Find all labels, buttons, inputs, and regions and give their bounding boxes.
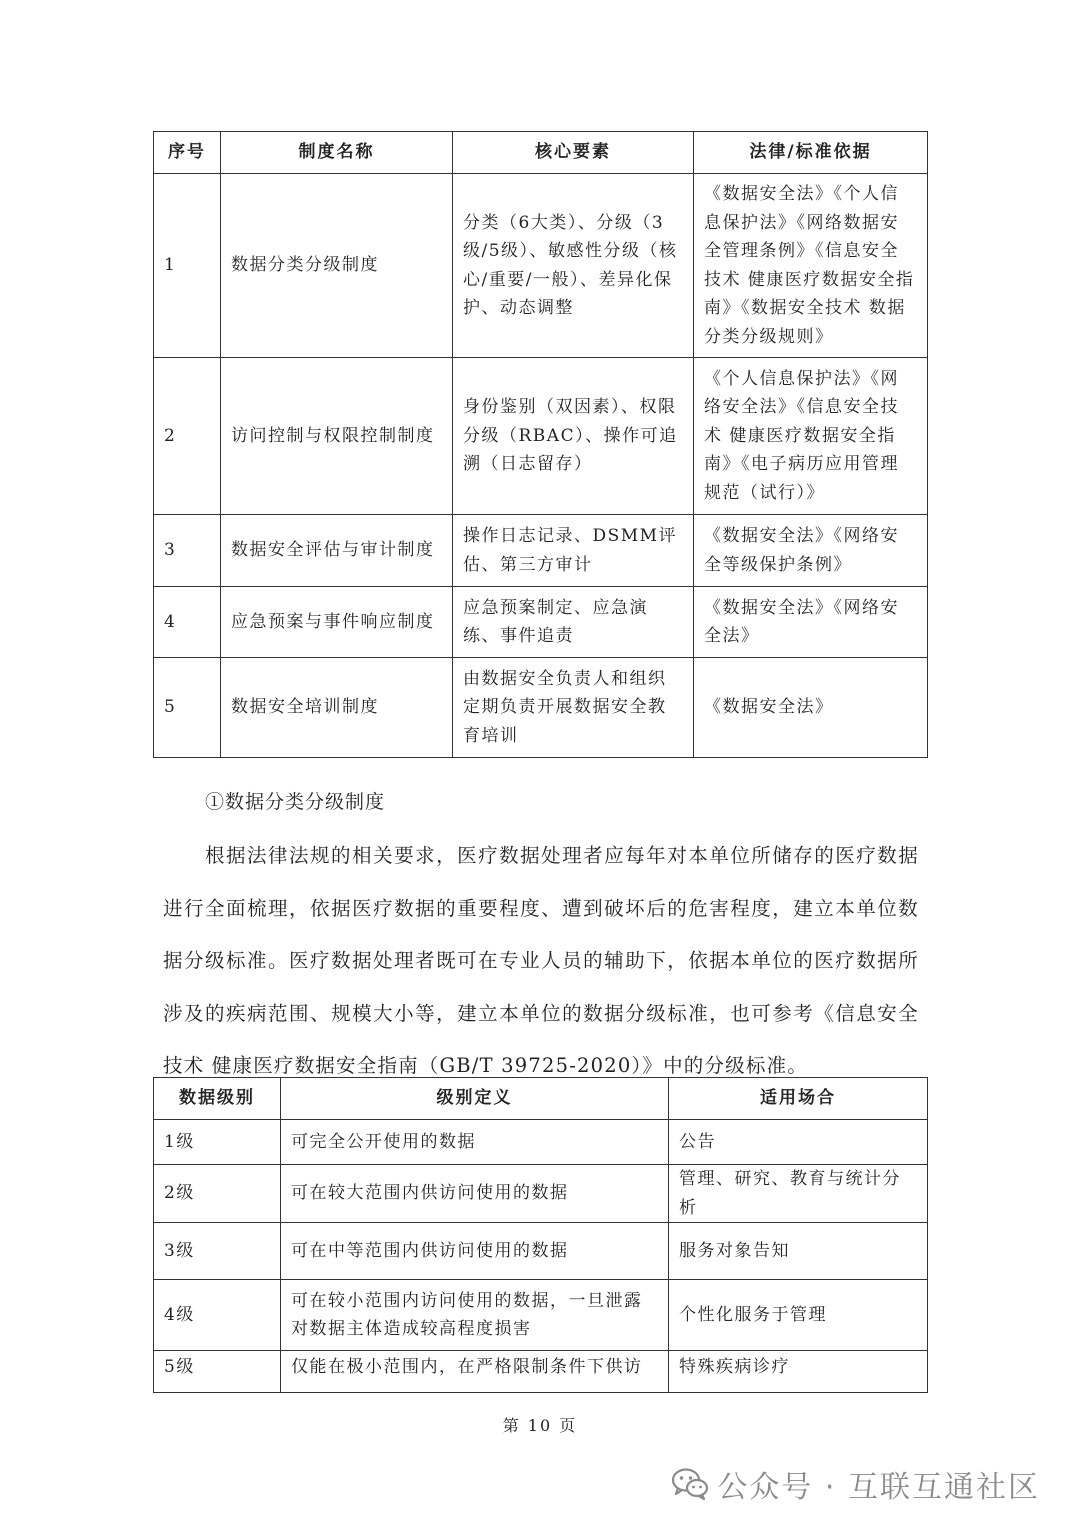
table-header-row (154, 1078, 928, 1120)
header-applicable-scenario: 适用场合 (669, 1078, 928, 1120)
policy-name: 数据分类分级制度 (221, 174, 453, 358)
data-level: 2级 (154, 1165, 281, 1223)
data-level: 3级 (154, 1223, 281, 1280)
data-level-table (153, 1077, 928, 1393)
row-number: 4 (154, 587, 221, 658)
data-level: 1级 (154, 1120, 281, 1165)
legal-basis: 《数据安全法》《个人信息保护法》《网络数据安全管理条例》《信息安全技术 健康医疗数据安全指南》《数据安全技术 数据分类分级规则》 (694, 174, 928, 358)
core-elements: 身份鉴别（双因素）、权限分级（RBAC）、操作可追溯（日志留存） (453, 358, 694, 515)
row-number: 5 (154, 658, 221, 758)
legal-basis: 《数据安全法》 (694, 658, 928, 758)
table-row (154, 658, 928, 758)
table-row (154, 1280, 928, 1351)
header-level-definition: 级别定义 (281, 1078, 669, 1120)
table-row (154, 1165, 928, 1223)
row-number: 3 (154, 515, 221, 587)
table-row (154, 515, 928, 587)
applicable-scenario: 个性化服务于管理 (669, 1280, 928, 1351)
level-definition: 可在较小范围内访问使用的数据，一旦泄露对数据主体造成较高程度损害 (281, 1280, 669, 1351)
level-definition: 可完全公开使用的数据 (281, 1120, 669, 1165)
policy-name: 数据安全培训制度 (221, 658, 453, 758)
legal-basis: 《数据安全法》《网络安全等级保护条例》 (694, 515, 928, 587)
table-row (154, 1223, 928, 1280)
policy-name: 访问控制与权限控制制度 (221, 358, 453, 515)
body-paragraph: 根据法律法规的相关要求，医疗数据处理者应每年对本单位所储存的医疗数据进行全面梳理，依据医疗数据的重要程度、遭到破坏后的危害程度，建立本单位数据分级标准。医疗数据处理者既可在专业人员的辅助下，依据本单位的医疗数据所涉及的疾病范围、规模大小等，建立本单位的数据分级标准，也可参考《信息安全技术 健康医疗数据安全指南（GB/T 39725-2020）》中的分级标准。 (163, 844, 919, 1078)
section-heading: ①数据分类分级制度 (205, 791, 386, 813)
core-elements: 操作日志记录、DSMM评估、第三方审计 (453, 515, 694, 587)
level-definition: 仅能在极小范围内，在严格限制条件下供访 (281, 1351, 669, 1393)
applicable-scenario: 公告 (669, 1120, 928, 1165)
level-definition: 可在较大范围内供访问使用的数据 (281, 1165, 669, 1223)
data-level: 5级 (154, 1351, 281, 1393)
applicable-scenario: 服务对象告知 (669, 1223, 928, 1280)
applicable-scenario: 管理、研究、教育与统计分析 (669, 1165, 928, 1223)
applicable-scenario: 特殊疾病诊疗 (669, 1351, 928, 1393)
data-level: 4级 (154, 1280, 281, 1351)
header-legal-basis: 法律/标准依据 (694, 132, 928, 174)
header-policy-name: 制度名称 (221, 132, 453, 174)
header-number: 序号 (154, 132, 221, 174)
policy-name: 数据安全评估与审计制度 (221, 515, 453, 587)
core-elements: 由数据安全负责人和组织定期负责开展数据安全教育培训 (453, 658, 694, 758)
table-header-row (154, 132, 928, 174)
wechat-icon (671, 1467, 709, 1501)
table-row (154, 1120, 928, 1165)
table-row (154, 174, 928, 358)
watermark-text: 公众号 · 互联互通社区 (717, 1470, 1040, 1505)
legal-basis: 《数据安全法》《网络安全法》 (694, 587, 928, 658)
level-definition: 可在中等范围内供访问使用的数据 (281, 1223, 669, 1280)
table-row (154, 587, 928, 658)
page-number: 第 10 页 (502, 1416, 578, 1435)
table-row (154, 1351, 928, 1393)
row-number: 2 (154, 358, 221, 515)
row-number: 1 (154, 174, 221, 358)
policy-name: 应急预案与事件响应制度 (221, 587, 453, 658)
header-core-elements: 核心要素 (453, 132, 694, 174)
legal-basis: 《个人信息保护法》《网络安全法》《信息安全技术 健康医疗数据安全指南》《电子病历应用管理规范（试行）》 (694, 358, 928, 515)
table-row (154, 358, 928, 515)
watermark (671, 1462, 1040, 1506)
core-elements: 分类（6大类）、分级（3级/5级）、敏感性分级（核心/重要/一般）、差异化保护、动态调整 (453, 174, 694, 358)
core-elements: 应急预案制定、应急演练、事件追责 (453, 587, 694, 658)
header-data-level: 数据级别 (154, 1078, 281, 1120)
policy-table (153, 131, 928, 758)
